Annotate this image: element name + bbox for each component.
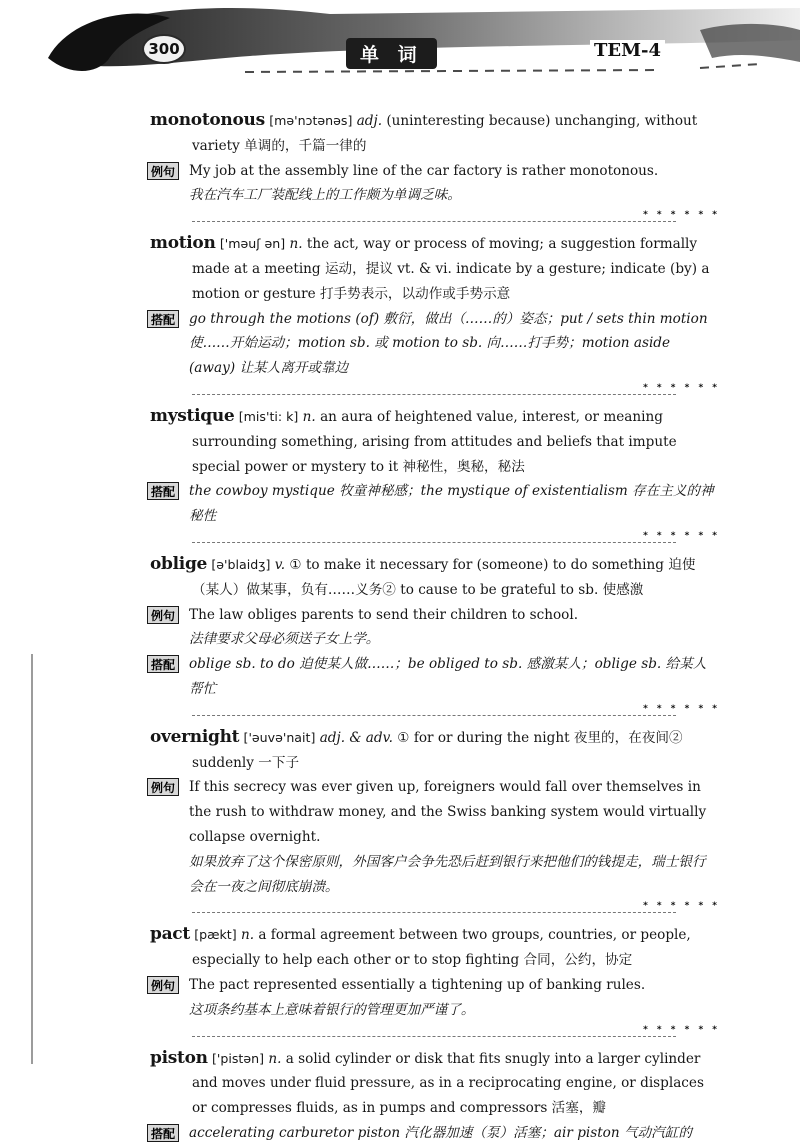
part-of-speech: n. [268,1050,282,1067]
part-of-speech: v. [274,556,286,573]
separator-stars: * * * * * * [643,1024,720,1035]
collocation-tag: 搭配 [147,482,179,500]
entry-main [150,922,714,973]
entry-separator [192,381,720,395]
entry-main [150,108,714,159]
collocation-tag: 搭配 [147,655,179,673]
headword: oblige [150,553,208,574]
example-tag: 例句 [147,162,179,180]
separator-stars: * * * * * * [643,530,720,541]
exam-label: TEM-4 [590,40,665,61]
example-english: The pact represented essentially a tightening up of banking rules. [189,976,646,993]
entry-main [150,404,714,479]
example-tag: 例句 [147,976,179,994]
page-number: 300 [142,34,186,64]
definition: a solid cylinder or disk that fits snugly into a larger cylinder and moves under fluid pressure, as in a reciprocating engine, or displaces or compresses fluids, as in pumps and compressors 活塞，瓣 [192,1050,704,1117]
pronunciation: [pækt] [194,927,237,943]
definition: ① to make it necessary for (someone) to do something 迫使（某人）做某事，负有……义务② to cause to be grateful to sb. 使感激 [192,556,696,598]
entry-monotonous [150,108,720,222]
headword: motion [150,233,216,254]
part-of-speech: n. [289,236,303,253]
separator-stars: * * * * * * [643,901,720,912]
part-of-speech: n. [302,408,316,425]
collocation-tag: 搭配 [147,1124,179,1142]
collocation [150,307,714,381]
separator-stars: * * * * * * [643,210,720,221]
pronunciation: ['əuvə'nait] [243,729,316,745]
page-header [0,0,800,92]
part-of-speech: adj. & adv. [319,729,393,746]
separator-stars: * * * * * * [643,382,720,393]
example-chinese: 如果放弃了这个保密原则，外国客户会争先恐后赶到银行来把他们的钱提走，瑞士银行会在一夜之间彻底崩溃。 [189,853,706,895]
definition: a formal agreement between two groups, countries, or people, especially to help each other or to stop fighting 合同，公约，协定 [192,927,691,969]
example-english: My job at the assembly line of the car factory is rather monotonous. [189,162,659,179]
entry-main [150,725,714,776]
section-title: 单 词 [346,38,437,69]
part-of-speech: n. [240,927,255,944]
definition: the act, way or process of moving; a suggestion formally made at a meeting 运动，提议 vt. & vi. indicate by a gesture; indicate (by) a motion or gesture 打手势表示，以动作或手势示意 [192,236,710,302]
headword: monotonous [150,110,265,130]
entry-main [150,1046,714,1121]
headword: pact [150,924,190,945]
example-tag: 例句 [147,778,179,796]
definition: (uninteresting because) unchanging, without variety 单调的，千篇一律的 [192,113,698,154]
entry-main [150,552,714,603]
entry-overnight [150,725,720,914]
entry-separator [192,208,720,222]
example-tag: 例句 [147,606,179,624]
example-chinese: 我在汽车工厂装配线上的工作颇为单调乏味。 [189,187,461,204]
collocation [150,1121,714,1146]
pronunciation: [ə'blaidʒ] [211,556,271,572]
entry-separator [192,1023,720,1037]
entry-oblige [150,552,720,716]
entry-separator [192,529,720,543]
entry-mystique [150,404,720,543]
pronunciation: ['pistən] [212,1050,265,1066]
left-margin-line [31,654,33,1064]
example-english: If this secrecy was ever given up, foreigners would fall over themselves in the rush to withdraw money, and the Swiss banking system would virtually collapse overnight. [189,779,707,845]
entry-separator [192,899,720,913]
definition: ① for or during the night 夜里的，在夜间② suddenly 一下子 [192,729,683,771]
vocabulary-list [150,108,720,1146]
pronunciation: [mis'ti: k] [238,408,299,424]
collocation-text: oblige sb. to do 迫使某人做……；be obliged to sb. 感激某人；oblige sb. 给某人帮忙 [189,656,707,697]
example-english: The law obliges parents to send their children to school. [189,606,579,623]
collocation-text: the cowboy mystique 牧童神秘感；the mystique of existentialism 存在主义的神秘性 [189,483,714,525]
entry-pact [150,922,720,1036]
part-of-speech: adj. [356,113,383,129]
example [150,973,714,1023]
entry-piston [150,1046,714,1146]
example [150,159,714,209]
definition: an aura of heightened value, interest, or meaning surrounding something, arising from attitudes and beliefs that impute special power or mystery to it 神秘性，奥秘，秘法 [192,408,677,475]
example-chinese: 法律要求父母必须送子女上学。 [189,631,380,648]
headword: mystique [150,405,235,426]
entry-separator [192,702,720,716]
example [150,603,714,653]
example [150,775,714,899]
collocation-text: accelerating carburetor piston 汽化器加速（泵）活塞；air piston 气动汽缸的 [189,1124,692,1141]
pronunciation: [mə'nɔtənəs] [269,113,353,128]
collocation [150,479,714,529]
collocation-tag: 搭配 [147,310,179,328]
headword: piston [150,1047,208,1068]
example-chinese: 这项条约基本上意味着银行的管理更加严谨了。 [189,1001,475,1018]
collocation-text: go through the motions (of) 敷衍，做出（……的）姿态；put / sets thin motion 使……开始运动；motion sb. 或 motion to sb. 向……打手势；motion aside (away) 让某人离开或靠边 [189,310,708,377]
entry-motion [150,231,720,395]
pronunciation: ['məuʃ ən] [219,236,286,252]
separator-stars: * * * * * * [643,703,720,714]
entry-main [150,231,714,306]
headword: overnight [150,726,240,747]
collocation [150,652,714,702]
